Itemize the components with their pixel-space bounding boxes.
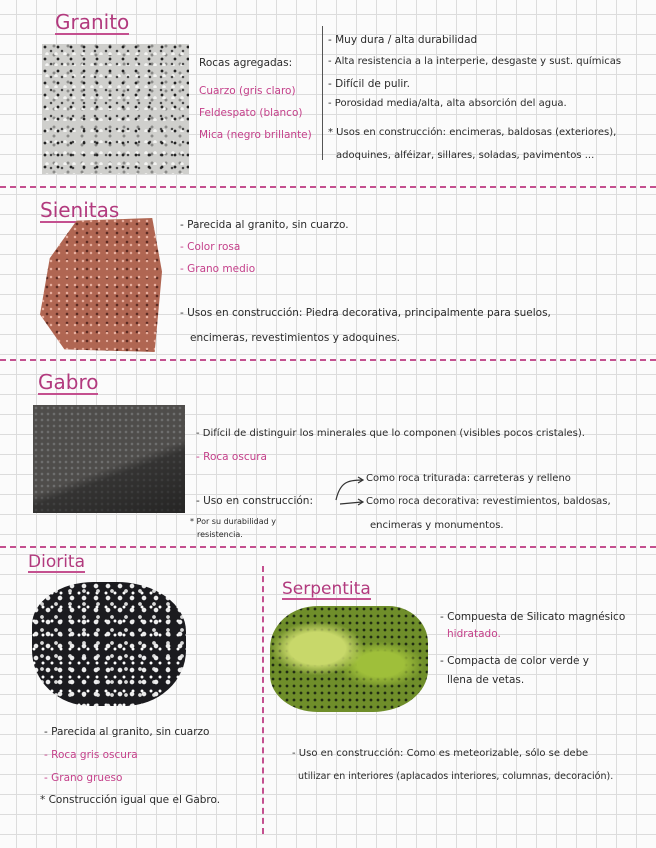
granito-uses-line-1: * Usos en construcción: encimeras, baldosas (exteriores), bbox=[328, 127, 617, 138]
gabro-footnote-line-2: resistencia. bbox=[197, 530, 243, 539]
serpentita-line-1a: - Compuesta de Silicato magnésico bbox=[440, 611, 626, 623]
gabro-footnote-line-1: * Por su durabilidad y bbox=[190, 517, 277, 526]
serpentita-uses-line-1: - Uso en construcción: Como es meteorizable, sólo se debe bbox=[292, 748, 589, 759]
granito-divider bbox=[322, 26, 323, 160]
gabro-branch-arrows bbox=[334, 470, 366, 510]
section-divider-1 bbox=[0, 186, 656, 188]
sienitas-photo bbox=[40, 218, 162, 352]
granito-note-3: - Difícil de pulir. bbox=[328, 78, 410, 90]
sienitas-uses-line-1: - Usos en construcción: Piedra decorativa, principalmente para suelos, bbox=[180, 307, 551, 319]
gabro-line-2: - Roca oscura bbox=[196, 451, 267, 463]
granito-aggregates-label: Rocas agregadas: bbox=[199, 57, 293, 69]
section-divider-2 bbox=[0, 359, 656, 361]
diorita-photo bbox=[32, 582, 186, 706]
sienitas-line-2: - Color rosa bbox=[180, 241, 241, 253]
granito-note-2: - Alta resistencia a la interperie, desgaste y sust. químicas bbox=[328, 56, 622, 67]
gabro-line-1: - Difícil de distinguir los minerales que lo componen (visibles pocos cristales). bbox=[196, 428, 585, 439]
sienitas-line-1: - Parecida al granito, sin cuarzo. bbox=[180, 219, 349, 231]
gabro-use-2-line-2: encimeras y monumentos. bbox=[370, 520, 504, 531]
diorita-line-1: - Parecida al granito, sin cuarzo bbox=[44, 726, 210, 738]
serpentita-line-2a: - Compacta de color verde y bbox=[440, 655, 590, 667]
granito-title: Granito bbox=[55, 10, 130, 34]
gabro-title: Gabro bbox=[38, 370, 99, 394]
gabro-use-1: Como roca triturada: carreteras y relleno bbox=[366, 473, 571, 484]
serpentita-photo bbox=[270, 606, 428, 712]
granito-note-1: - Muy dura / alta durabilidad bbox=[328, 34, 478, 46]
diorita-title: Diorita bbox=[28, 552, 86, 572]
granito-mineral-mica: Mica (negro brillante) bbox=[199, 129, 312, 141]
section-divider-3 bbox=[0, 546, 656, 548]
granito-mineral-feldespato: Feldespato (blanco) bbox=[199, 107, 303, 119]
column-divider bbox=[262, 566, 264, 834]
diorita-line-3: - Grano grueso bbox=[44, 772, 123, 784]
diorita-line-2: - Roca gris oscura bbox=[44, 749, 138, 761]
granito-note-4: - Porosidad media/alta, alta absorción del agua. bbox=[328, 98, 567, 109]
granito-mineral-cuarzo: Cuarzo (gris claro) bbox=[199, 85, 296, 97]
gabro-uses-label: - Uso en construcción: bbox=[196, 495, 313, 507]
diorita-line-4: * Construcción igual que el Gabro. bbox=[40, 794, 221, 806]
sienitas-uses-line-2: encimeras, revestimientos y adoquines. bbox=[190, 332, 400, 344]
serpentita-uses-line-2: utilizar en interiores (aplacados interiores, columnas, decoración). bbox=[298, 771, 614, 782]
gabro-photo bbox=[33, 405, 185, 513]
serpentita-title: Serpentita bbox=[282, 579, 371, 599]
gabro-use-2-line-1: Como roca decorativa: revestimientos, baldosas, bbox=[366, 496, 611, 507]
sienitas-title: Sienitas bbox=[40, 198, 120, 222]
serpentita-line-1b: hidratado. bbox=[447, 628, 501, 640]
serpentita-line-2b: llena de vetas. bbox=[447, 674, 525, 686]
granito-photo bbox=[42, 44, 189, 174]
granito-uses-line-2: adoquines, alféizar, sillares, soladas, pavimentos ... bbox=[336, 150, 595, 161]
sienitas-line-3: - Grano medio bbox=[180, 263, 256, 275]
